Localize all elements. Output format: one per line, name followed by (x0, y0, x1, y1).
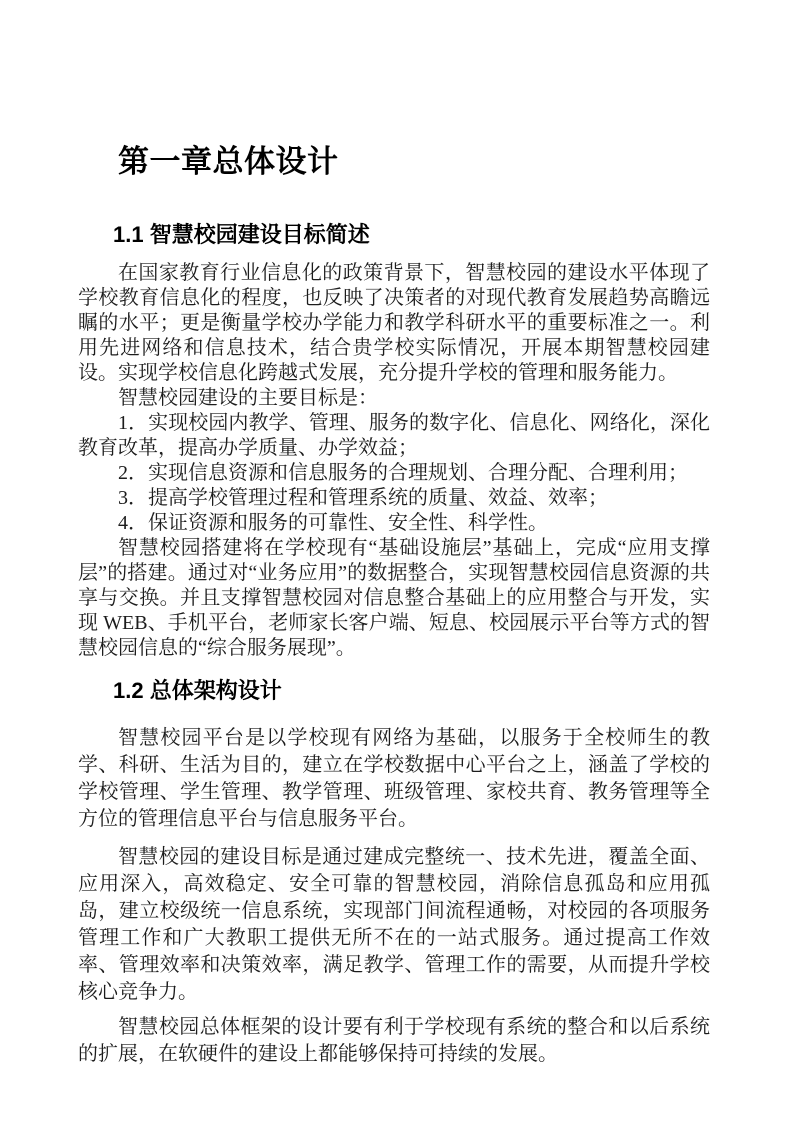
list-item-1: 1．实现校园内教学、管理、服务的数字化、信息化、网络化，深化教育改革，提高办学质量、办学效益； (78, 412, 710, 459)
paragraph: 智慧校园搭建将在学校现有“基础设施层”基础上，完成“应用支撑层”的搭建。通过对“业务应用”的数据整合，实现智慧校园信息资源的共享与交换。并且支撑智慧校园对信息整合基础上的应用整合与开发，实现 WEB、手机平台，老师家长客户端、短息、校园展示平台等方式的智慧校园信息的“综合服务展现”。 (78, 537, 710, 659)
paragraph: 智慧校园总体框架的设计要有利于学校现有系统的整合和以后系统的扩展，在软硬件的建设上都能够保持可持续的发展。 (78, 1016, 710, 1065)
section-heading-1-2: 1.2 总体架构设计 (113, 678, 282, 703)
paragraph: 智慧校园平台是以学校现有网络为基础，以服务于全校师生的教学、科研、生活为目的，建立在学校数据中心平台之上，涵盖了学校的学校管理、学生管理、教学管理、班级管理、家校共育、教务管理等全方位的管理信息平台与信息服务平台。 (78, 727, 710, 830)
paragraph: 智慧校园的建设目标是通过建成完整统一、技术先进，覆盖全面、应用深入，高效稳定、安全可靠的智慧校园，消除信息孤岛和应用孤岛，建立校级统一信息系统，实现部门间流程通畅，对校园的各项服务管理工作和广大教职工提供无所不在的一站式服务。通过提高工作效率、管理效率和决策效率，满足教学、管理工作的需要，从而提升学校核心竞争力。 (78, 846, 710, 1003)
list-item-2: 2．实现信息资源和信息服务的合理规划、合理分配、合理利用； (118, 462, 688, 484)
list-item-3: 3．提高学校管理过程和管理系统的质量、效益、效率； (118, 487, 608, 509)
list-item-4: 4．保证资源和服务的可靠性、安全性、科学性。 (118, 512, 548, 534)
paragraph: 智慧校园建设的主要目标是： (118, 387, 378, 409)
paragraph: 在国家教育行业信息化的政策背景下，智慧校园的建设水平体现了学校教育信息化的程度，也反映了决策者的对现代教育发展趋势高瞻远瞩的水平；更是衡量学校办学能力和教学科研水平的重要标准之一。利用先进网络和信息技术，结合贵学校实际情况，开展本期智慧校园建设。实现学校信息化跨越式发展，充分提升学校的管理和服务能力。 (78, 262, 710, 384)
section-1-1-body (78, 261, 710, 661)
section-heading-1-1: 1.1 智慧校园建设目标简述 (113, 222, 370, 247)
section-1-2-body (78, 725, 710, 1068)
chapter-title: 第一章总体设计 (118, 144, 339, 179)
